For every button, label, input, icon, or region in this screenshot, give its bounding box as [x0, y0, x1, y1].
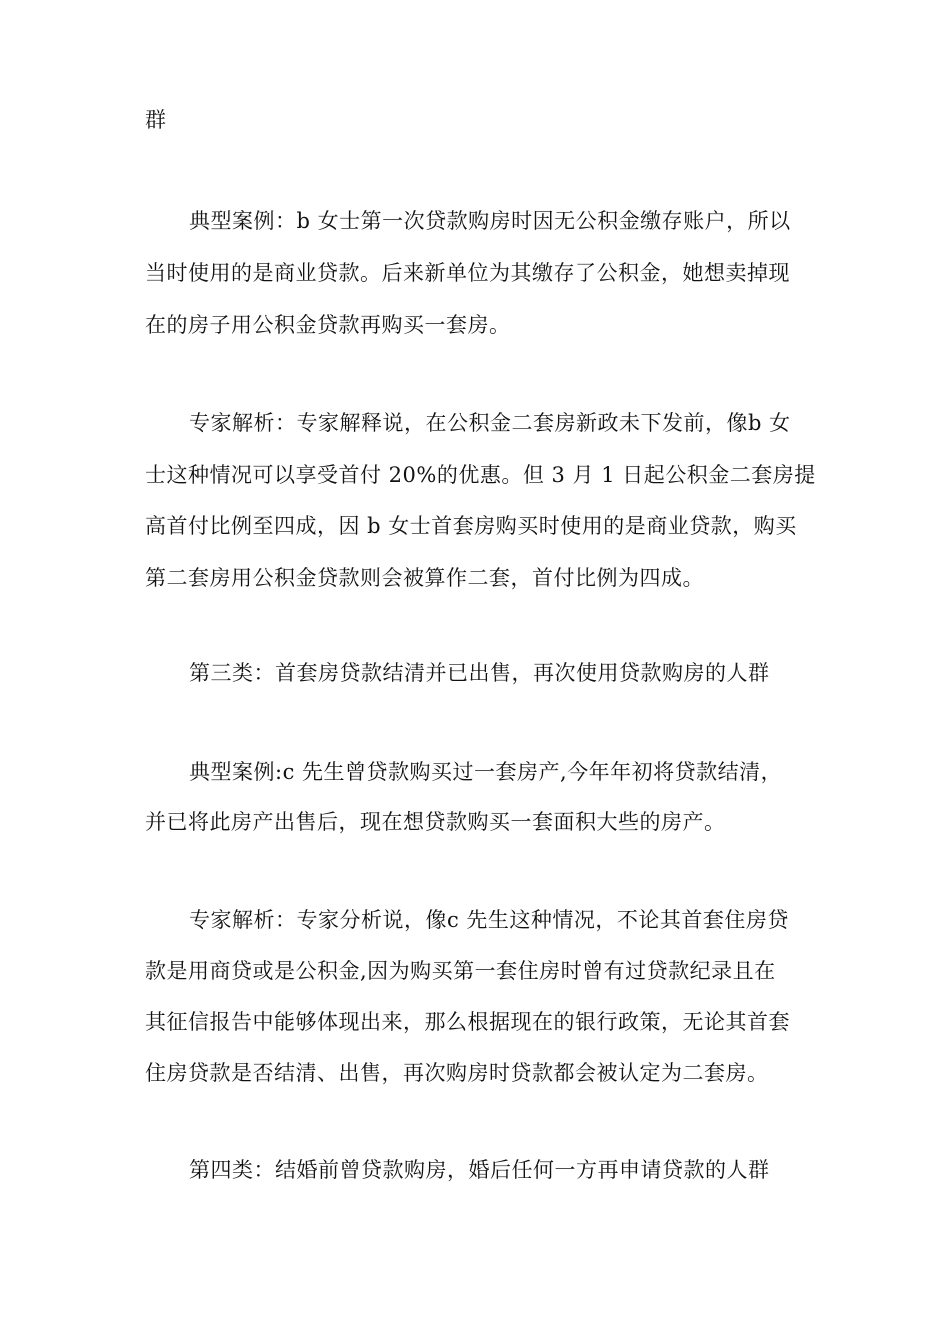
- category-four-heading: 第四类：结婚前曾贷款购房，婚后任何一方再申请贷款的人群: [189, 1158, 770, 1182]
- text-line: 群: [145, 108, 167, 132]
- analysis-paragraph-b-line-1: 专家解析：专家解释说，在公积金二套房新政未下发前，像b 女: [189, 411, 791, 435]
- analysis-paragraph-b-line-2: 士这种情况可以享受首付 20%的优惠。但 3 月 1 日起公积金二套房提: [145, 463, 816, 487]
- case-paragraph-c-line-1: 典型案例:c 先生曾贷款购买过一套房产,今年年初将贷款结清，: [189, 760, 783, 784]
- analysis-paragraph-b-line-3: 高首付比例至四成，因 b 女士首套房购买时使用的是商业贷款，购买: [145, 514, 797, 538]
- analysis-paragraph-c-line-4: 住房贷款是否结清、出售，再次购房时贷款都会被认定为二套房。: [145, 1061, 769, 1085]
- category-three-heading: 第三类：首套房贷款结清并已出售，再次使用贷款购房的人群: [189, 661, 770, 685]
- analysis-paragraph-b-line-4: 第二套房用公积金贷款则会被算作二套，首付比例为四成。: [145, 566, 704, 590]
- case-paragraph-b-line-3: 在的房子用公积金贷款再购买一套房。: [145, 313, 511, 337]
- analysis-paragraph-c-line-2: 款是用商贷或是公积金,因为购买第一套住房时曾有过贷款纪录且在: [145, 959, 776, 983]
- case-paragraph-b-line-2: 当时使用的是商业贷款。后来新单位为其缴存了公积金，她想卖掉现: [145, 261, 790, 285]
- case-paragraph-b-line-1: 典型案例：b 女士第一次贷款购房时因无公积金缴存账户，所以: [189, 209, 791, 233]
- analysis-paragraph-c-line-1: 专家解析：专家分析说，像c 先生这种情况，不论其首套住房贷: [189, 908, 789, 932]
- case-paragraph-c-line-2: 并已将此房产出售后，现在想贷款购买一套面积大些的房产。: [145, 810, 726, 834]
- analysis-paragraph-c-line-3: 其征信报告中能够体现出来，那么根据现在的银行政策，无论其首套: [145, 1010, 790, 1034]
